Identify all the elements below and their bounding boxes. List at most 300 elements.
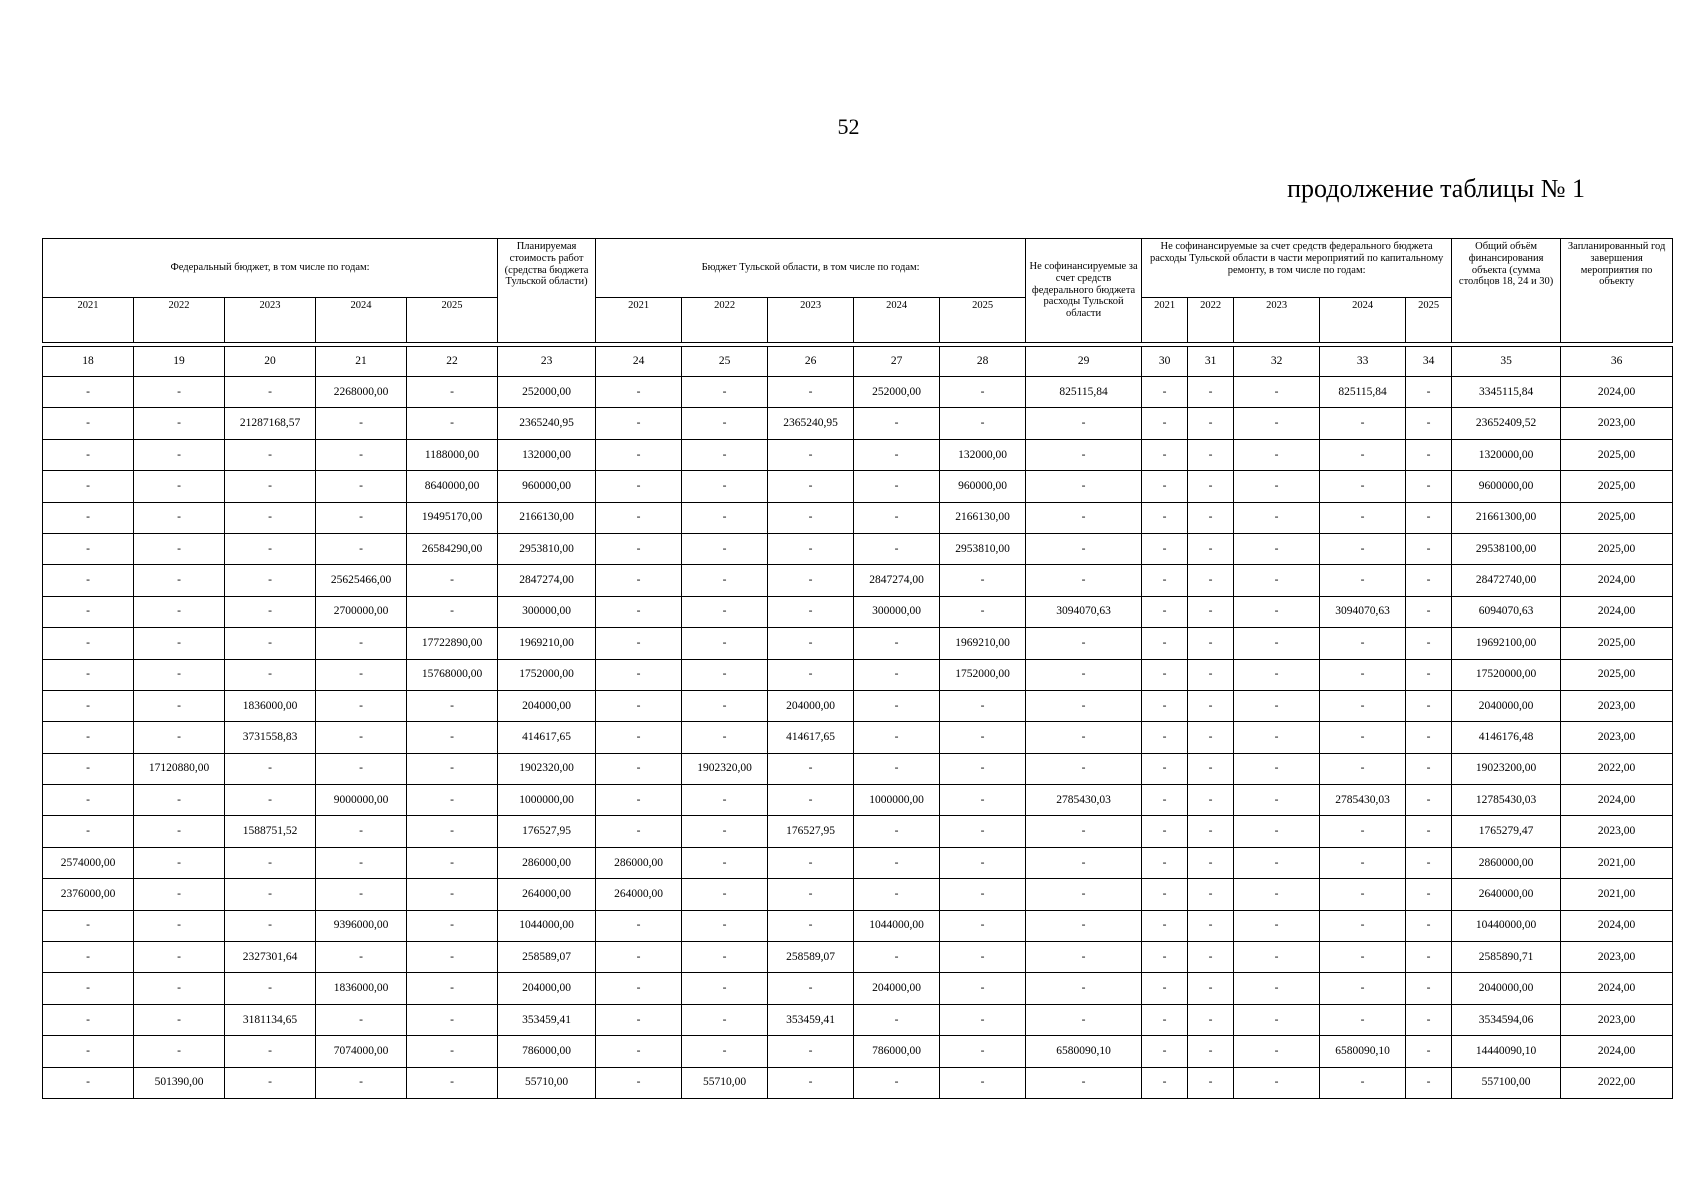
table-cell: 26584290,00 [407, 533, 498, 564]
table-cell: - [134, 785, 225, 816]
table-cell: - [1142, 753, 1188, 784]
table-cell: - [854, 753, 940, 784]
table-cell: - [596, 722, 682, 753]
column-number: 18 [43, 347, 134, 377]
table-cell: - [940, 1004, 1026, 1035]
table-cell: - [596, 439, 682, 470]
table-cell: - [225, 628, 316, 659]
table-cell: - [1406, 408, 1452, 439]
table-cell: 825115,84 [1026, 377, 1142, 408]
table-cell: - [43, 565, 134, 596]
table-cell: 1969210,00 [940, 628, 1026, 659]
table-cell: - [316, 471, 407, 502]
table-cell: - [768, 910, 854, 941]
table-cell: - [1406, 785, 1452, 816]
table-cell: 2023,00 [1561, 408, 1673, 439]
page-number: 52 [837, 114, 860, 139]
table-cell: 23652409,52 [1452, 408, 1561, 439]
table-cell: - [225, 596, 316, 627]
table-cell: 258589,07 [498, 942, 596, 973]
table-cell: 414617,65 [498, 722, 596, 753]
table-cell: - [1406, 377, 1452, 408]
table-cell: 2166130,00 [498, 502, 596, 533]
table-cell: - [1188, 471, 1234, 502]
table-cell: - [407, 1067, 498, 1098]
table-cell: 2025,00 [1561, 439, 1673, 470]
table-cell: - [1142, 690, 1188, 721]
table-cell: - [407, 408, 498, 439]
table-cell: - [854, 439, 940, 470]
table-cell: 3094070,63 [1026, 596, 1142, 627]
table-cell: - [596, 910, 682, 941]
table-cell: - [134, 816, 225, 847]
table-cell: - [225, 753, 316, 784]
column-number: 28 [940, 347, 1026, 377]
table-cell: - [1188, 722, 1234, 753]
table-cell: - [596, 408, 682, 439]
table-cell: 3534594,06 [1452, 1004, 1561, 1035]
table-cell: - [1320, 408, 1406, 439]
table-row [43, 973, 1673, 1004]
table-cell: - [596, 785, 682, 816]
table-cell: 2268000,00 [316, 377, 407, 408]
table-cell: - [768, 1067, 854, 1098]
table-row [43, 785, 1673, 816]
table-cell: 14440090,10 [1452, 1036, 1561, 1067]
table-cell: - [407, 1036, 498, 1067]
table-cell: 264000,00 [498, 879, 596, 910]
table-cell: - [768, 596, 854, 627]
table-cell: - [1026, 628, 1142, 659]
table-cell: - [1026, 502, 1142, 533]
column-number: 32 [1234, 347, 1320, 377]
table-cell: 3731558,83 [225, 722, 316, 753]
table-cell: 2166130,00 [940, 502, 1026, 533]
table-cell: - [854, 502, 940, 533]
table-cell: 8640000,00 [407, 471, 498, 502]
table-cell: 960000,00 [498, 471, 596, 502]
table-cell: - [1320, 816, 1406, 847]
header-completion-year: Запланированный год завершения мероприятия по объекту [1561, 239, 1673, 343]
table-cell: 1765279,47 [1452, 816, 1561, 847]
table-cell: - [1142, 471, 1188, 502]
table-cell: - [1320, 879, 1406, 910]
table-cell: 264000,00 [596, 879, 682, 910]
table-cell: 204000,00 [768, 690, 854, 721]
table-cell: - [596, 628, 682, 659]
table-cell: - [768, 973, 854, 1004]
table-cell: - [1188, 1004, 1234, 1035]
table-cell: - [1234, 596, 1320, 627]
table-cell: - [1142, 596, 1188, 627]
table-header [43, 239, 1673, 343]
header-year: 2024 [316, 298, 407, 343]
table-cell: 2785430,03 [1320, 785, 1406, 816]
table-cell: - [1320, 565, 1406, 596]
table-cell: - [407, 565, 498, 596]
table-cell: - [1234, 1004, 1320, 1035]
table-row [43, 596, 1673, 627]
table-cell: - [1320, 471, 1406, 502]
table-cell: - [682, 471, 768, 502]
header-year: 2023 [225, 298, 316, 343]
table-cell: - [407, 377, 498, 408]
table-cell: - [225, 973, 316, 1004]
table-cell: - [1026, 847, 1142, 878]
table-cell: 15768000,00 [407, 659, 498, 690]
table-cell: - [682, 816, 768, 847]
table-cell: - [407, 690, 498, 721]
table-cell: 2025,00 [1561, 502, 1673, 533]
column-number: 19 [134, 347, 225, 377]
table-cell: - [407, 753, 498, 784]
table-cell: - [43, 910, 134, 941]
table-row [43, 565, 1673, 596]
table-cell: - [134, 533, 225, 564]
table-cell: 1000000,00 [498, 785, 596, 816]
table-cell: - [768, 439, 854, 470]
table-cell: - [1188, 690, 1234, 721]
table-cell: - [1026, 879, 1142, 910]
table-cell: - [316, 659, 407, 690]
table-cell: - [596, 471, 682, 502]
table-cell: 2024,00 [1561, 910, 1673, 941]
table-cell: 960000,00 [940, 471, 1026, 502]
table-cell: - [940, 377, 1026, 408]
table-cell: - [1234, 659, 1320, 690]
table-cell: - [682, 973, 768, 1004]
table-cell: - [134, 471, 225, 502]
table-cell: - [682, 565, 768, 596]
table-cell: 2640000,00 [1452, 879, 1561, 910]
table-cell: 825115,84 [1320, 377, 1406, 408]
table-cell: 353459,41 [768, 1004, 854, 1035]
table-cell: 6094070,63 [1452, 596, 1561, 627]
table-cell: - [316, 816, 407, 847]
table-cell: 19692100,00 [1452, 628, 1561, 659]
table-cell: 286000,00 [498, 847, 596, 878]
table-cell: 2023,00 [1561, 816, 1673, 847]
table-cell: - [316, 628, 407, 659]
table-cell: - [1188, 565, 1234, 596]
table-cell: - [1406, 847, 1452, 878]
table-cell: - [1406, 973, 1452, 1004]
table-cell: - [407, 973, 498, 1004]
table-row [43, 439, 1673, 470]
table-cell: - [1142, 408, 1188, 439]
header-year: 2021 [43, 298, 134, 343]
table-row [43, 1067, 1673, 1098]
table-cell: 3181134,65 [225, 1004, 316, 1035]
table-cell: - [43, 377, 134, 408]
table-cell: - [134, 1036, 225, 1067]
table-cell: - [1234, 1067, 1320, 1098]
table-cell: 2785430,03 [1026, 785, 1142, 816]
table-cell: 300000,00 [854, 596, 940, 627]
table-cell: - [596, 377, 682, 408]
table-cell: - [134, 847, 225, 878]
table-cell: - [407, 910, 498, 941]
table-row [43, 408, 1673, 439]
table-cell: - [1320, 973, 1406, 1004]
table-cell: - [1142, 910, 1188, 941]
table-cell: - [854, 628, 940, 659]
table-cell: 1836000,00 [316, 973, 407, 1004]
table-cell: - [316, 690, 407, 721]
header-year: 2025 [940, 298, 1026, 343]
table-cell: - [225, 847, 316, 878]
header-year: 2021 [596, 298, 682, 343]
table-cell: 2376000,00 [43, 879, 134, 910]
column-number: 24 [596, 347, 682, 377]
table-cell: - [682, 1036, 768, 1067]
column-number: 35 [1452, 347, 1561, 377]
header-planned-cost: Планируемая стоимость работ (средства бюджета Тульской области) [498, 239, 596, 343]
table-cell: 204000,00 [498, 973, 596, 1004]
table-cell: - [43, 942, 134, 973]
table-cell: 2025,00 [1561, 471, 1673, 502]
table-cell: 1320000,00 [1452, 439, 1561, 470]
table-cell: 1902320,00 [682, 753, 768, 784]
column-number: 22 [407, 347, 498, 377]
table-cell: - [682, 533, 768, 564]
table-cell: 55710,00 [682, 1067, 768, 1098]
table-cell: - [1406, 753, 1452, 784]
header-year: 2024 [854, 298, 940, 343]
table-cell: - [1142, 1004, 1188, 1035]
table-cell: - [1026, 973, 1142, 1004]
table-body [43, 377, 1673, 1099]
table-cell: - [1406, 879, 1452, 910]
table-row [43, 690, 1673, 721]
table-row [43, 502, 1673, 533]
table-cell: 55710,00 [498, 1067, 596, 1098]
table-cell: - [1234, 408, 1320, 439]
table-cell: - [316, 722, 407, 753]
table-cell: - [1234, 565, 1320, 596]
column-number: 31 [1188, 347, 1234, 377]
table-cell: - [407, 1004, 498, 1035]
table-cell: - [1188, 659, 1234, 690]
table-cell: - [1142, 847, 1188, 878]
table-cell: - [134, 722, 225, 753]
table-cell: 786000,00 [854, 1036, 940, 1067]
header-year: 2024 [1320, 298, 1406, 343]
table-cell: - [1406, 690, 1452, 721]
table-cell: - [134, 659, 225, 690]
header-year: 2023 [768, 298, 854, 343]
table-cell: 2023,00 [1561, 722, 1673, 753]
table-cell: - [768, 565, 854, 596]
table-cell: - [407, 879, 498, 910]
table-cell: 19023200,00 [1452, 753, 1561, 784]
table-cell: - [854, 1067, 940, 1098]
table-row [43, 722, 1673, 753]
table-cell: 12785430,03 [1452, 785, 1561, 816]
table-cell: - [43, 471, 134, 502]
header-year: 2022 [682, 298, 768, 343]
table-cell: 1969210,00 [498, 628, 596, 659]
table-cell: - [43, 533, 134, 564]
table-cell: 25625466,00 [316, 565, 407, 596]
table-cell: - [134, 408, 225, 439]
table-cell: - [43, 502, 134, 533]
table-cell: 2024,00 [1561, 377, 1673, 408]
table-cell: - [1142, 879, 1188, 910]
table-cell: - [134, 628, 225, 659]
table-cell: - [1026, 659, 1142, 690]
table-cell: - [854, 690, 940, 721]
table-cell: - [854, 722, 940, 753]
table-cell: - [1406, 1036, 1452, 1067]
table-cell: - [1026, 753, 1142, 784]
table-cell: - [768, 753, 854, 784]
table-cell: - [316, 439, 407, 470]
table-cell: - [1234, 471, 1320, 502]
table-cell: - [1188, 785, 1234, 816]
table-cell: 2847274,00 [498, 565, 596, 596]
table-cell: - [1142, 439, 1188, 470]
table-row [43, 816, 1673, 847]
table-cell: - [1234, 785, 1320, 816]
table-cell: - [1406, 439, 1452, 470]
table-cell: - [134, 690, 225, 721]
table-cell: - [43, 722, 134, 753]
table-cell: - [1188, 596, 1234, 627]
table-cell: 1000000,00 [854, 785, 940, 816]
header-year: 2025 [407, 298, 498, 343]
table-cell: - [1406, 1004, 1452, 1035]
table-cell: - [225, 1067, 316, 1098]
table-cell: - [768, 377, 854, 408]
table-cell: 2040000,00 [1452, 690, 1561, 721]
table-cell: 1044000,00 [854, 910, 940, 941]
table-cell: - [854, 659, 940, 690]
table-cell: - [1320, 847, 1406, 878]
table-cell: - [1234, 973, 1320, 1004]
table-cell: - [407, 942, 498, 973]
table-row [43, 910, 1673, 941]
table-cell: - [1234, 628, 1320, 659]
table-cell: - [1320, 439, 1406, 470]
table-cell: - [1188, 847, 1234, 878]
table-cell: - [1234, 879, 1320, 910]
table-cell: 9600000,00 [1452, 471, 1561, 502]
table-cell: - [940, 753, 1026, 784]
table-cell: - [682, 785, 768, 816]
table-cell: 2024,00 [1561, 565, 1673, 596]
table-cell: - [1234, 502, 1320, 533]
header-regional: Бюджет Тульской области, в том числе по годам: [596, 239, 1026, 298]
header-year: 2022 [1188, 298, 1234, 343]
table-cell: - [1234, 816, 1320, 847]
table-cell: - [43, 408, 134, 439]
table-cell: - [134, 879, 225, 910]
table-cell: - [854, 942, 940, 973]
column-number: 29 [1026, 347, 1142, 377]
table-cell: - [407, 722, 498, 753]
table-row [43, 628, 1673, 659]
table-cell: - [1234, 722, 1320, 753]
table-cell: - [1320, 502, 1406, 533]
table-cell: 786000,00 [498, 1036, 596, 1067]
table-cell: - [682, 596, 768, 627]
table-cell: - [316, 753, 407, 784]
table-cell: 3345115,84 [1452, 377, 1561, 408]
table-cell: 286000,00 [596, 847, 682, 878]
table-cell: 414617,65 [768, 722, 854, 753]
header-year: 2021 [1142, 298, 1188, 343]
table-cell: 252000,00 [498, 377, 596, 408]
table-cell: - [225, 1036, 316, 1067]
table-cell: - [1142, 533, 1188, 564]
table-cell: - [1406, 910, 1452, 941]
table-cell: - [1406, 471, 1452, 502]
table-cell: - [854, 408, 940, 439]
table-cell: - [1188, 377, 1234, 408]
table-cell: - [1142, 722, 1188, 753]
table-cell: - [682, 1004, 768, 1035]
table-cell: - [1406, 659, 1452, 690]
table-cell: 2023,00 [1561, 942, 1673, 973]
table-cell: - [940, 408, 1026, 439]
table-cell: 29538100,00 [1452, 533, 1561, 564]
table-row [43, 847, 1673, 878]
table-row [43, 879, 1673, 910]
table-cell: - [1234, 1036, 1320, 1067]
table-cell: - [1142, 1067, 1188, 1098]
table-cell: - [682, 502, 768, 533]
table-cell: - [1142, 816, 1188, 847]
table-cell: - [1234, 439, 1320, 470]
table-cell: - [596, 942, 682, 973]
table-cell: 21287168,57 [225, 408, 316, 439]
table-cell: - [1320, 690, 1406, 721]
table-cell: - [1234, 753, 1320, 784]
table-cell: - [682, 942, 768, 973]
table-cell: 2700000,00 [316, 596, 407, 627]
header-not-cofinanced: Не софинансируемые за счет средств федерального бюджета расходы Тульской области [1026, 239, 1142, 343]
table-cell: - [1026, 910, 1142, 941]
table-cell: 2021,00 [1561, 879, 1673, 910]
column-number: 30 [1142, 347, 1188, 377]
table-row [43, 533, 1673, 564]
table-cell: - [1234, 847, 1320, 878]
table-cell: - [43, 596, 134, 627]
column-number: 33 [1320, 347, 1406, 377]
table-cell: - [1142, 377, 1188, 408]
table-row [43, 471, 1673, 502]
column-number: 26 [768, 347, 854, 377]
table-cell: - [768, 471, 854, 502]
table-cell: - [1320, 1004, 1406, 1035]
table-cell: - [1320, 942, 1406, 973]
table-cell: - [940, 879, 1026, 910]
table-cell: - [940, 596, 1026, 627]
table-cell: 353459,41 [498, 1004, 596, 1035]
table-cell: 300000,00 [498, 596, 596, 627]
table-cell: - [1188, 879, 1234, 910]
table-cell: - [1320, 753, 1406, 784]
table-cell: 4146176,48 [1452, 722, 1561, 753]
table-cell: - [43, 816, 134, 847]
table-cell: 21661300,00 [1452, 502, 1561, 533]
table-cell: - [1188, 910, 1234, 941]
table-cell: - [768, 659, 854, 690]
column-number: 21 [316, 347, 407, 377]
table-cell: - [1406, 565, 1452, 596]
table-cell: 7074000,00 [316, 1036, 407, 1067]
